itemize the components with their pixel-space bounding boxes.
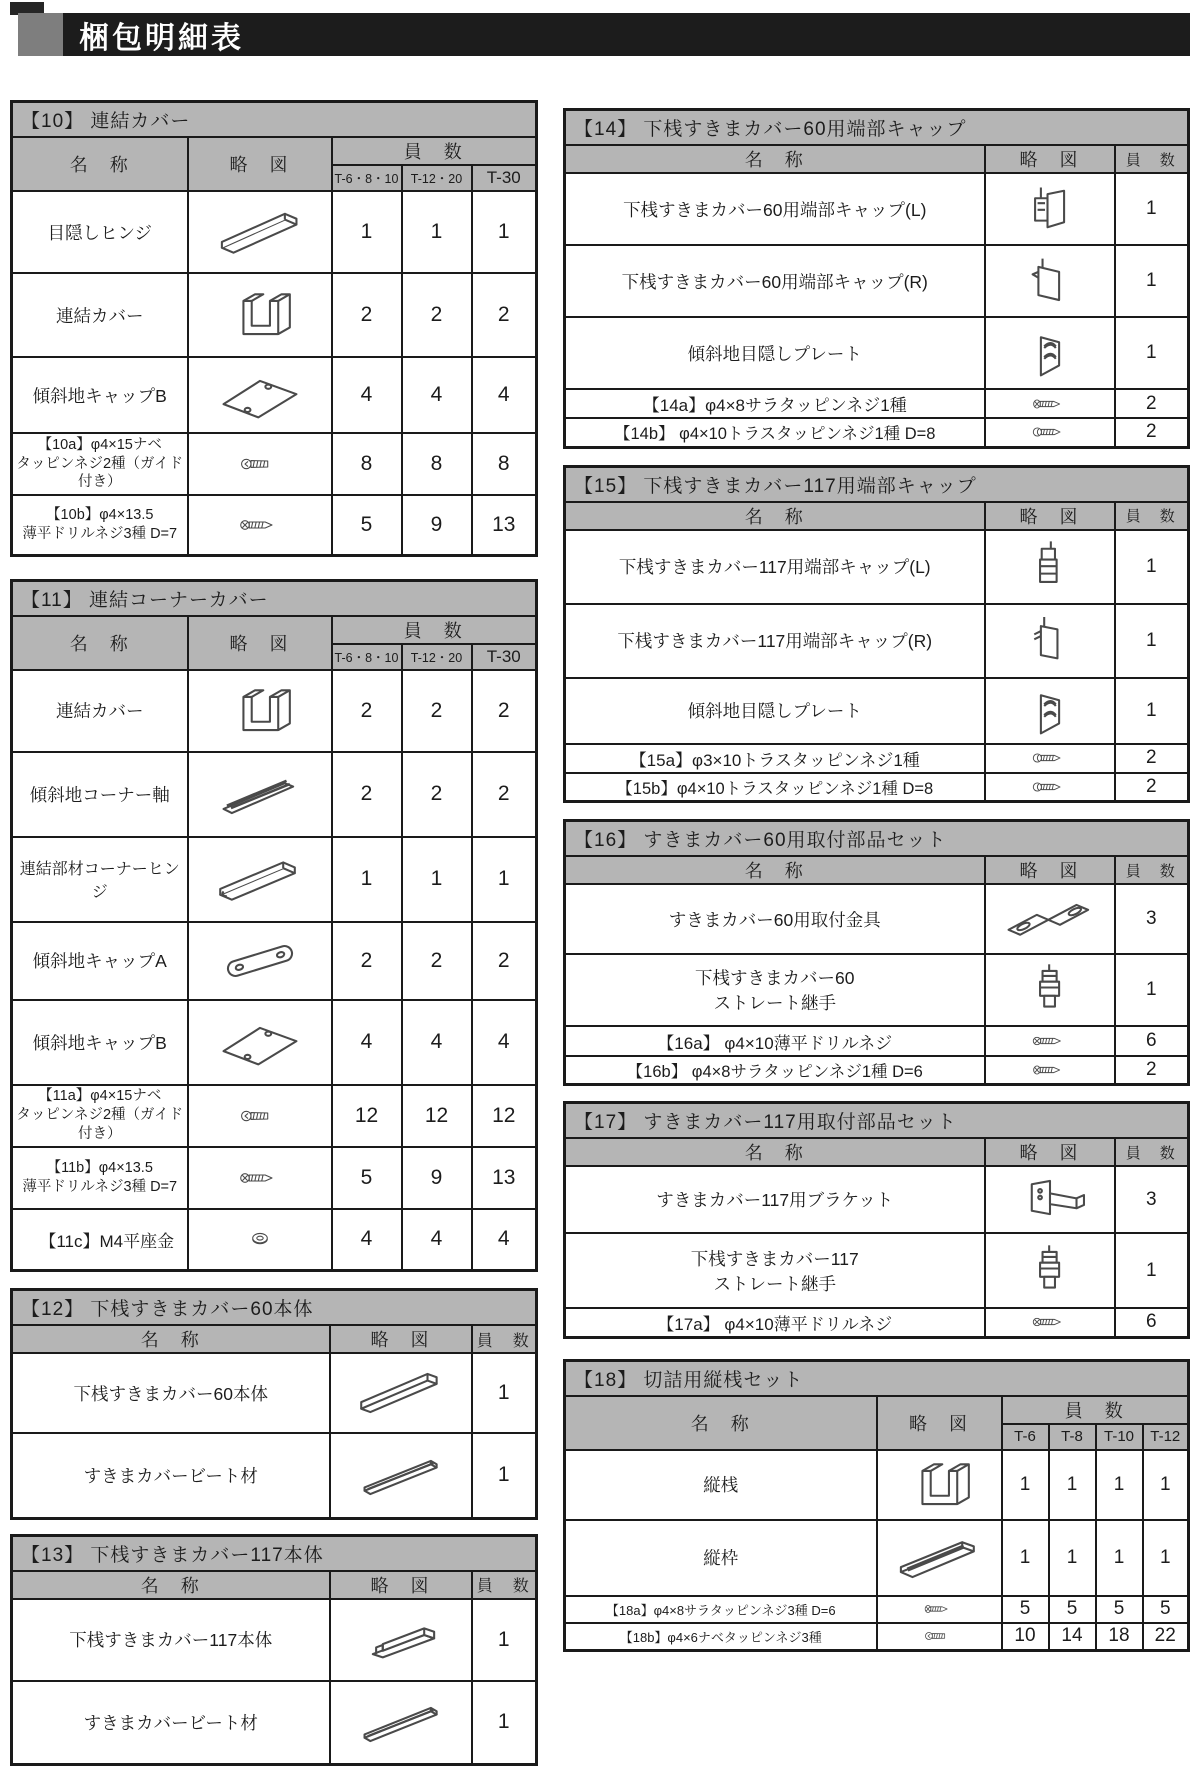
qty-cell: 1 [472,1681,537,1765]
qty-cell: 1 [402,191,472,273]
table-row [565,317,1189,389]
qty-cell: 1 [472,1433,537,1518]
col-header-name: 名 称 [12,1571,330,1599]
table-row [12,1000,537,1085]
table-row [12,922,537,1000]
part-name-line2: 薄平ドリルネジ3種 D=7 [13,1178,187,1197]
table-12 [10,1288,538,1520]
qty-cell: 4 [472,357,537,433]
part-name: すきまカバービート材 [12,1681,330,1765]
part-name: 【14b】 φ4×10トラスタッピンネジ1種 D=8 [565,418,985,447]
part-name: 下桟すきまカバー60本体 [12,1353,330,1433]
table-row [565,1308,1189,1337]
qty-cell: 5 [1096,1596,1143,1623]
qty-cell: 1 [332,837,402,922]
qty-cell: 2 [1115,418,1189,447]
qty-cell: 4 [402,1000,472,1085]
qty-cell: 2 [332,670,402,752]
col-header-diagram: 略 図 [330,1571,472,1599]
table-row [565,604,1189,678]
drill-screw-icon [985,1026,1115,1056]
col-header-diagram: 略 図 [877,1396,1002,1450]
part-name: 縦桟 [565,1450,877,1520]
table-row [565,173,1189,245]
header-gray-square [18,13,63,56]
qty-cell: 1 [1115,173,1189,245]
part-name: 下桟すきまカバー117本体 [12,1599,330,1681]
part-name: 目隠しヒンジ [12,191,188,273]
table-13-title: 【13】 下桟すきまカバー117本体 [12,1535,537,1571]
profile-117-icon [330,1599,472,1681]
part-name: すきまカバー117用ブラケット [565,1166,985,1233]
qty-col-t8: T-8 [1049,1424,1096,1450]
qty-col-t6: T-6 [1002,1424,1049,1450]
table-10-title: 【10】 連結カバー [12,102,537,138]
qty-cell: 8 [472,433,537,495]
part-name: 連結部材コーナーヒンジ [12,837,188,922]
col-header-qty: 員 数 [332,616,537,644]
part-name [12,495,188,555]
qty-col-t1220: T-12・20 [402,644,472,670]
col-header-qty: 員 数 [472,1325,537,1353]
end-cap-right-icon [985,245,1115,317]
col-header-diagram: 略 図 [985,856,1115,884]
qty-cell: 3 [1115,884,1189,954]
col-header-name: 名 称 [565,145,985,173]
part-name: 【16b】 φ4×8サラタッピンネジ1種 D=6 [565,1056,985,1085]
corner-hinge-icon [188,837,332,922]
qty-cell: 12 [402,1085,472,1147]
qty-col-t6810: T-6・8・10 [332,644,402,670]
col-header-name: 名 称 [565,1396,877,1450]
qty-col-t30: T-30 [472,165,537,191]
part-name: 【18b】φ4×6ナベタッピンネジ3種 [565,1623,877,1651]
qty-cell: 2 [472,273,537,357]
table-row [12,1209,537,1271]
u-channel-icon [188,670,332,752]
corner-axis-icon [188,752,332,837]
part-name: 下桟すきまカバー117用端部キャップ(L) [565,530,985,604]
table-row [565,1596,1189,1623]
table-row [12,1433,537,1518]
qty-cell: 9 [402,1147,472,1209]
qty-cell: 1 [472,1353,537,1433]
qty-cell: 2 [1115,389,1189,418]
end-cap-117-right-icon [985,604,1115,678]
z-bracket-icon [985,884,1115,954]
table-row [12,191,537,273]
page-header-bar [18,13,1190,56]
col-header-diagram: 略 図 [188,137,332,191]
slope-cap-a-icon [188,922,332,1000]
truss-tapping-screw-icon [985,418,1115,447]
table-row [565,1623,1189,1651]
part-name: 傾斜地コーナー軸 [12,752,188,837]
part-name: 【15a】φ3×10トラスタッピンネジ1種 [565,744,985,773]
part-name [565,954,985,1026]
qty-cell: 1 [1115,604,1189,678]
col-header-diagram: 略 図 [188,616,332,670]
col-header-qty: 員 数 [472,1571,537,1599]
qty-cell: 1 [1115,678,1189,744]
part-name-line1: 下桟すきまカバー117 [566,1246,984,1271]
pan-tapping-screw-icon [877,1623,1002,1651]
masking-plate-icon [985,678,1115,744]
qty-cell: 1 [1115,530,1189,604]
qty-cell: 9 [402,495,472,555]
qty-cell: 1 [1096,1450,1143,1520]
col-header-name: 名 称 [12,616,188,670]
table-15-title: 【15】 下桟すきまカバー117用端部キャップ [565,466,1189,502]
table-row [565,1056,1189,1085]
table-16 [563,819,1190,1086]
part-name-line2: タッピンネジ2種（ガイド付き） [13,1106,187,1144]
qty-col-t10: T-10 [1096,1424,1143,1450]
table-11-title: 【11】 連結コーナーカバー [12,580,537,616]
table-11 [10,579,538,1273]
qty-cell: 4 [332,1209,402,1271]
table-17-title: 【17】 すきまカバー117用取付部品セット [565,1103,1189,1139]
part-name-line2: ストレート継手 [566,990,984,1015]
part-name: 下桟すきまカバー117用端部キャップ(R) [565,604,985,678]
qty-cell: 4 [472,1209,537,1271]
col-header-diagram: 略 図 [985,145,1115,173]
part-name: 傾斜地目隠しプレート [565,317,985,389]
col-header-qty: 員 数 [332,137,537,165]
qty-cell: 5 [332,495,402,555]
qty-cell: 2 [1115,773,1189,802]
washer-icon [188,1209,332,1271]
table-18 [563,1359,1190,1653]
qty-cell: 2 [402,273,472,357]
part-name [12,433,188,495]
table-row [565,418,1189,447]
end-cap-117-left-icon [985,530,1115,604]
qty-cell: 1 [1002,1450,1049,1520]
table-row [565,389,1189,418]
table-13 [10,1534,538,1766]
qty-cell: 18 [1096,1623,1143,1651]
qty-cell: 6 [1115,1026,1189,1056]
straight-joint-117-icon [985,1233,1115,1308]
part-name: 下桟すきまカバー60用端部キャップ(R) [565,245,985,317]
flat-tapping-screw-icon [877,1596,1002,1623]
table-row [12,433,537,495]
part-name: 傾斜地キャップB [12,357,188,433]
end-cap-left-icon [985,173,1115,245]
qty-cell: 1 [472,837,537,922]
part-name: 【11c】M4平座金 [12,1209,188,1271]
vertical-frame-icon [877,1520,1002,1596]
part-name-line2: ストレート継手 [566,1271,984,1296]
qty-cell: 1 [1096,1520,1143,1596]
part-name: 連結カバー [12,670,188,752]
part-name: 【18a】φ4×8サラタッピンネジ3種 D=6 [565,1596,877,1623]
table-row [565,1026,1189,1056]
qty-cell: 1 [332,191,402,273]
part-name: 縦枠 [565,1520,877,1596]
drill-screw-icon [985,1308,1115,1337]
flat-tapping-screw-icon [985,389,1115,418]
part-name-line1: 【11a】φ4×15ナベ [13,1087,187,1106]
table-row [565,530,1189,604]
table-12-title: 【12】 下桟すきまカバー60本体 [12,1290,537,1326]
qty-cell: 1 [1115,954,1189,1026]
part-name-line1: 【10a】φ4×15ナベ [13,436,187,455]
qty-cell: 2 [332,922,402,1000]
table-row [565,954,1189,1026]
col-header-qty: 員 数 [1115,1138,1189,1166]
table-17 [563,1101,1190,1339]
table-row [565,884,1189,954]
table-row [565,245,1189,317]
qty-cell: 1 [402,837,472,922]
qty-cell: 4 [472,1000,537,1085]
slope-cap-b-icon [188,1000,332,1085]
beat-strip-icon [330,1433,472,1518]
table-row [12,670,537,752]
qty-cell: 1 [1115,317,1189,389]
masking-plate-icon [985,317,1115,389]
table-row [12,1085,537,1147]
qty-cell: 6 [1115,1308,1189,1337]
part-name-line1: 【11b】φ4×13.5 [13,1159,187,1178]
drill-screw-icon [188,495,332,555]
qty-cell: 1 [472,191,537,273]
table-row [12,1681,537,1765]
qty-cell: 2 [472,752,537,837]
qty-cell: 12 [472,1085,537,1147]
vertical-rail-icon [877,1450,1002,1520]
table-row [12,1353,537,1433]
part-name: 傾斜地キャップB [12,1000,188,1085]
qty-cell: 2 [332,752,402,837]
left-column [10,100,538,1766]
qty-cell: 8 [402,433,472,495]
part-name: 【15b】φ4×10トラスタッピンネジ1種 D=8 [565,773,985,802]
col-header-qty: 員 数 [1115,856,1189,884]
qty-cell: 4 [402,357,472,433]
truss-tapping-screw-icon [985,773,1115,802]
table-10 [10,100,538,557]
qty-cell: 2 [1115,744,1189,773]
qty-cell: 1 [1115,245,1189,317]
part-name: 傾斜地目隠しプレート [565,678,985,744]
table-16-title: 【16】 すきまカバー60用取付部品セット [565,821,1189,857]
flat-tapping-screw-icon [985,1056,1115,1085]
part-name: 連結カバー [12,273,188,357]
qty-cell: 5 [332,1147,402,1209]
table-row [565,1450,1189,1520]
table-row [12,752,537,837]
qty-cell: 2 [332,273,402,357]
table-14 [563,108,1190,449]
qty-cell: 1 [1002,1520,1049,1596]
part-name [12,1147,188,1209]
qty-cell: 3 [1115,1166,1189,1233]
qty-cell: 2 [402,752,472,837]
part-name: 【17a】 φ4×10薄平ドリルネジ [565,1308,985,1337]
table-row [12,837,537,922]
part-name: すきまカバー60用取付金具 [565,884,985,954]
part-name [565,1233,985,1308]
col-header-qty: 員 数 [1115,502,1189,530]
beat-strip-icon [330,1681,472,1765]
col-header-name: 名 称 [565,1138,985,1166]
col-header-qty: 員 数 [1115,145,1189,173]
part-name-line2: 薄平ドリルネジ3種 D=7 [13,525,187,544]
qty-cell: 1 [1049,1450,1096,1520]
qty-cell: 2 [402,670,472,752]
qty-cell: 4 [332,357,402,433]
qty-cell: 4 [402,1209,472,1271]
col-header-diagram: 略 図 [985,502,1115,530]
qty-cell: 2 [1115,1056,1189,1085]
u-channel-icon [188,273,332,357]
qty-cell: 5 [1049,1596,1096,1623]
qty-cell: 13 [472,495,537,555]
table-row [565,773,1189,802]
part-name-line1: 下桟すきまカバー60 [566,965,984,990]
qty-cell: 2 [472,922,537,1000]
qty-cell: 10 [1002,1623,1049,1651]
table-14-title: 【14】 下桟すきまカバー60用端部キャップ [565,110,1189,146]
qty-col-t30: T-30 [472,644,537,670]
qty-cell: 1 [1143,1450,1189,1520]
qty-cell: 1 [1143,1520,1189,1596]
qty-cell: 1 [1115,1233,1189,1308]
part-name [12,1085,188,1147]
table-row [565,1520,1189,1596]
truss-tapping-screw-icon [985,744,1115,773]
page-title: 梱包明細表 [79,13,244,57]
right-column [563,108,1190,1652]
pan-tapping-screw-icon [188,1085,332,1147]
pan-tapping-screw-icon [188,433,332,495]
table-15 [563,465,1190,804]
table-18-title: 【18】 切詰用縦桟セット [565,1360,1189,1396]
table-row [12,1147,537,1209]
part-name-line1: 【10b】φ4×13.5 [13,506,187,525]
qty-col-t6810: T-6・8・10 [332,165,402,191]
qty-cell: 22 [1143,1623,1189,1651]
table-row [12,495,537,555]
part-name: すきまカバービート材 [12,1433,330,1518]
table-row [12,273,537,357]
table-row [12,357,537,433]
qty-cell: 12 [332,1085,402,1147]
qty-cell: 14 [1049,1623,1096,1651]
table-row [12,1599,537,1681]
qty-cell: 4 [332,1000,402,1085]
qty-cell: 13 [472,1147,537,1209]
hinge-bar-icon [188,191,332,273]
bracket-117-icon [985,1166,1115,1233]
part-name-line2: タッピンネジ2種（ガイド付き） [13,455,187,493]
qty-cell: 8 [332,433,402,495]
qty-cell: 1 [1049,1520,1096,1596]
slope-cap-b-icon [188,357,332,433]
qty-col-t1220: T-12・20 [402,165,472,191]
qty-cell: 5 [1143,1596,1189,1623]
qty-col-t12: T-12 [1143,1424,1189,1450]
table-row [565,678,1189,744]
col-header-name: 名 称 [12,1325,330,1353]
table-row [565,1233,1189,1308]
col-header-diagram: 略 図 [330,1325,472,1353]
col-header-name: 名 称 [12,137,188,191]
part-name: 下桟すきまカバー60用端部キャップ(L) [565,173,985,245]
col-header-name: 名 称 [565,856,985,884]
part-name: 【14a】φ4×8サラタッピンネジ1種 [565,389,985,418]
part-name: 【16a】 φ4×10薄平ドリルネジ [565,1026,985,1056]
qty-cell: 5 [1002,1596,1049,1623]
straight-joint-icon [985,954,1115,1026]
col-header-qty: 員 数 [1002,1396,1189,1424]
table-row [565,1166,1189,1233]
part-name: 傾斜地キャップA [12,922,188,1000]
qty-cell: 2 [402,922,472,1000]
table-row [565,744,1189,773]
flat-bar-icon [330,1353,472,1433]
drill-screw-icon [188,1147,332,1209]
col-header-name: 名 称 [565,502,985,530]
col-header-diagram: 略 図 [985,1138,1115,1166]
qty-cell: 1 [472,1599,537,1681]
qty-cell: 2 [472,670,537,752]
